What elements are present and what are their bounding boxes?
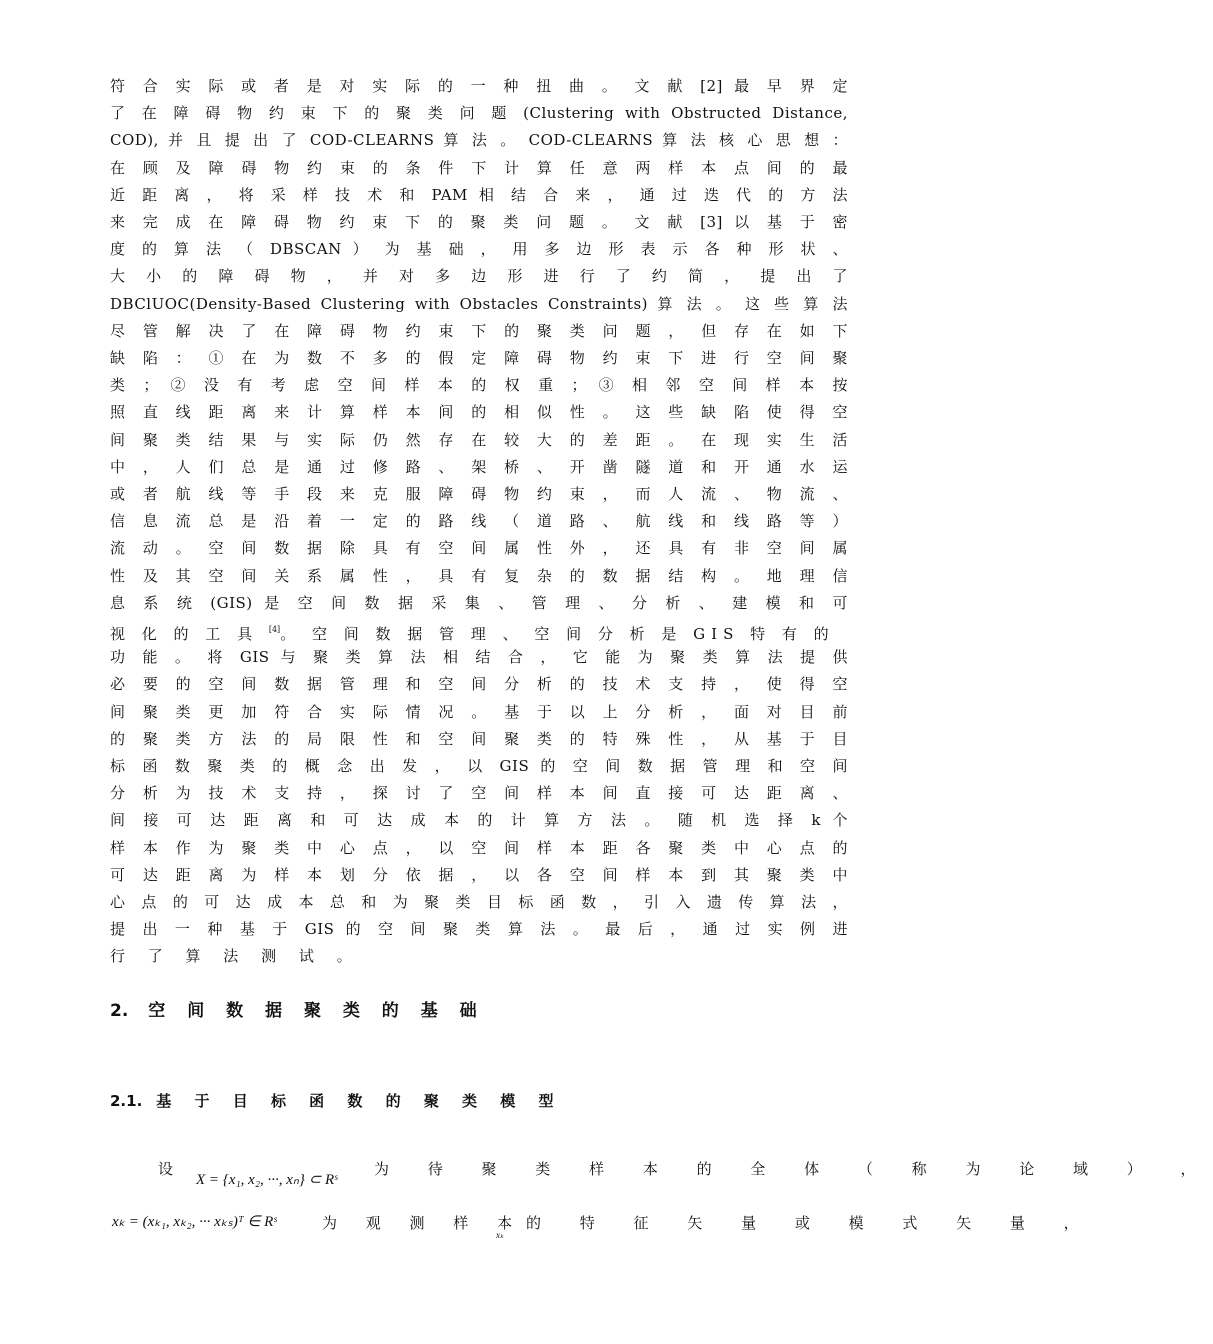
body-line: 大 小 的 障 碍 物 ， 并 对 多 边 形 进 行 了 约 简 ， 提 出 了 bbox=[110, 267, 848, 286]
section-title: 空 间 数 据 聚 类 的 基 础 bbox=[148, 1001, 485, 1021]
body-line: 了 在 障 碍 物 约 束 下 的 聚 类 问 题 (Clustering with Obstructed Distance, bbox=[110, 104, 848, 123]
subsection-number: 2.1. bbox=[110, 1092, 143, 1110]
body-line: 符 合 实 际 或 者 是 对 实 际 的 一 种 扭 曲 。 文 献 [2] 最 早 界 定 bbox=[110, 77, 848, 95]
section-heading bbox=[110, 996, 485, 1021]
body-line: 提 出 一 种 基 于 GIS 的 空 间 聚 类 算 法 。 最 后 ， 通 过 实 例 进 bbox=[110, 920, 848, 939]
body-line: 流 动 。 空 间 数 据 除 具 有 空 间 属 性 外 ， 还 具 有 非 空 间 属 bbox=[110, 539, 848, 558]
body-line: 信 息 流 总 是 沿 着 一 定 的 路 线 （ 道 路 、 航 线 和 线 路 等 ） bbox=[110, 512, 848, 531]
body-line: 度 的 算 法 （ DBSCAN ） 为 基 础 ， 用 多 边 形 表 示 各 种 形 状 、 bbox=[110, 240, 848, 259]
body-line: 必 要 的 空 间 数 据 管 理 和 空 间 分 析 的 技 术 支 持 ， 使 得 空 bbox=[110, 675, 848, 694]
body-line: 近 距 离 ， 将 采 样 技 术 和 PAM 相 结 合 来 ， 通 过 迭 代 的 方 法 bbox=[110, 185, 848, 204]
body-line: 间 接 可 达 距 离 和 可 达 成 本 的 计 算 方 法 。 随 机 选 择 k 个 bbox=[110, 811, 848, 830]
body-line: 可 达 距 离 为 样 本 划 分 依 据 ， 以 各 空 间 样 本 到 其 聚 类 中 bbox=[110, 865, 848, 884]
body-line: 视 化 的 工 具 [4]。 空 间 数 据 管 理 、 空 间 分 析 是 GIS 特 有 的 bbox=[110, 625, 835, 643]
formula1-lead: 设 bbox=[158, 1160, 174, 1178]
body-line: 间 聚 类 更 加 符 合 实 际 情 况 。 基 于 以 上 分 析 ， 面 对 目 前 bbox=[110, 702, 848, 721]
body-line: 的 聚 类 方 法 的 局 限 性 和 空 间 聚 类 的 特 殊 性 ， 从 基 于 目 bbox=[110, 729, 848, 748]
body-line: 中 ， 人 们 总 是 通 过 修 路 、 架 桥 、 开 凿 隧 道 和 开 通 水 运 bbox=[110, 457, 848, 476]
body-line: 心 点 的 可 达 成 本 总 和 为 聚 类 目 标 函 数 ， 引 入 遗 传 算 法 ， bbox=[110, 893, 848, 911]
body-line: 息 系 统 (GIS) 是 空 间 数 据 采 集 、 管 理 、 分 析 、 建 模 和 可 bbox=[110, 593, 848, 612]
body-line: 行 了 算 法 测 试 。 bbox=[110, 947, 361, 966]
body-line: 缺 陷 ： ① 在 为 数 不 多 的 假 定 障 碍 物 约 束 下 进 行 空 间 聚 bbox=[110, 349, 848, 367]
body-line: 性 及 其 空 间 关 系 属 性 ， 具 有 复 杂 的 数 据 结 构 。 地 理 信 bbox=[110, 566, 848, 585]
formula2-text: 为 观 测 样 本 bbox=[322, 1214, 525, 1232]
body-line: COD), 并 且 提 出 了 COD-CLEARNS 算 法 。 COD-CLEARNS 算 法 核 心 思 想 ： bbox=[110, 131, 848, 150]
body-line: 标 函 数 聚 类 的 概 念 出 发 ， 以 GIS 的 空 间 数 据 管 理 和 空 间 bbox=[110, 757, 848, 775]
subsection-title: 基 于 目 标 函 数 的 聚 类 模 型 bbox=[156, 1092, 563, 1110]
body-line: 照 直 线 距 离 来 计 算 样 本 间 的 相 似 性 。 这 些 缺 陷 使 得 空 bbox=[110, 403, 848, 422]
formula2-var: xₖ bbox=[496, 1230, 504, 1240]
section-number: 2. bbox=[110, 1001, 129, 1021]
body-line: 尽 管 解 决 了 在 障 碍 物 约 束 下 的 聚 类 问 题 ， 但 存 在 如 下 bbox=[110, 321, 848, 340]
formula2-math: xₖ = (xₖ₁, xₖ₂, ··· xₖₛ)ᵀ ∈ Rˢ bbox=[112, 1214, 277, 1230]
formula1-math: X = {x₁, x₂, ···, xₙ} ⊂ Rˢ bbox=[196, 1172, 338, 1188]
body-line: 间 聚 类 结 果 与 实 际 仍 然 存 在 较 大 的 差 距 。 在 现 实 生 活 bbox=[110, 430, 848, 449]
formula1-text: 为 待 聚 类 样 本 的 全 体 （ 称 为 论 域 ） ， bbox=[374, 1160, 1213, 1178]
body-line: 来 完 成 在 障 碍 物 约 束 下 的 聚 类 问 题 。 文 献 [3] 以 基 于 密 bbox=[110, 213, 848, 231]
subsection-heading bbox=[110, 1090, 563, 1111]
body-line: 在 顾 及 障 碍 物 约 束 的 条 件 下 计 算 任 意 两 样 本 点 间 的 最 bbox=[110, 158, 848, 177]
body-line: 或 者 航 线 等 手 段 来 克 服 障 碍 物 约 束 ， 而 人 流 、 物 流 、 bbox=[110, 485, 848, 503]
body-line: 功 能 。 将 GIS 与 聚 类 算 法 相 结 合 ， 它 能 为 聚 类 算 法 提 供 bbox=[110, 648, 848, 667]
body-line: 分 析 为 技 术 支 持 ， 探 讨 了 空 间 样 本 间 直 接 可 达 距 离 、 bbox=[110, 784, 848, 803]
body-line: 样 本 作 为 聚 类 中 心 点 ， 以 空 间 样 本 距 各 聚 类 中 心 点 的 bbox=[110, 838, 848, 857]
body-line: DBClUOC(Density-Based Clustering with Obstacles Constraints) 算 法 。 这 些 算 法 bbox=[110, 294, 848, 313]
body-line: 类 ； ② 没 有 考 虑 空 间 样 本 的 权 重 ； ③ 相 邻 空 间 样 本 按 bbox=[110, 376, 848, 395]
formula2-tail: 的 特 征 矢 量 或 模 式 矢 量 ， bbox=[526, 1214, 1096, 1232]
citation-ref: [4] bbox=[268, 625, 281, 634]
